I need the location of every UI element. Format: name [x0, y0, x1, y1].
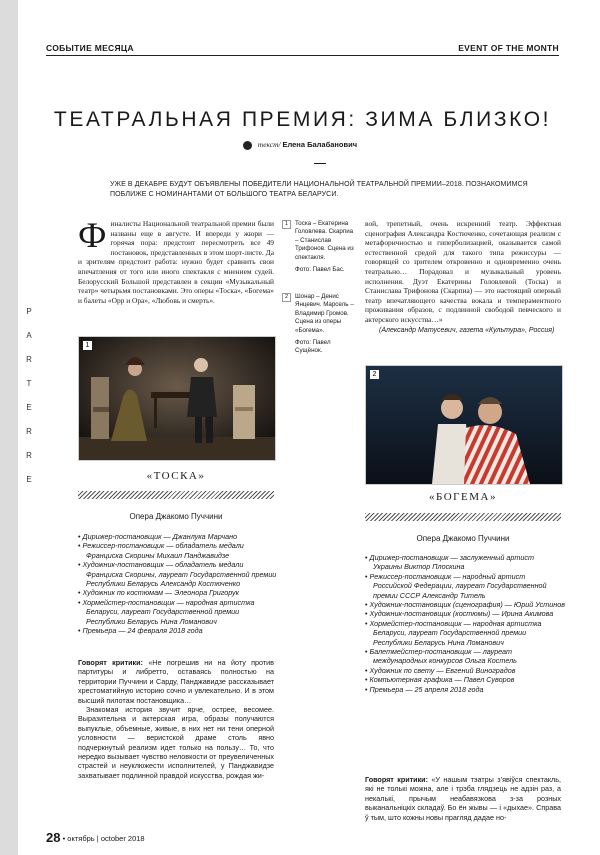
boheme-photo [365, 365, 563, 485]
caption-text: Тоска – Екатерина Головлева. Скарпиа – Станислав Трифонов. Сцена из спектакля. [295, 220, 354, 261]
byline [0, 140, 600, 150]
credit-item: • Премьера — 24 февраля 2018 года [78, 626, 278, 635]
review-text: «У нашым тэатры з’явіўся спектакль, які не толькі можна, але і трэба глядзець не адзін раз, а некалькі, прычым неабавязкова з-за розных выканальніцкіх складаў. Бо ён жывы — і «дыхае». Справа ў тым, што кожны новы прагляд дадае но- [365, 775, 561, 822]
credit-item: • Режиссер-постановщик — обладатель медали Франциска Скорины Михаил Панджавидзе [78, 541, 278, 560]
section-header-en: EVENT OF THE MONTH [458, 43, 559, 53]
footer-bullet: • [62, 834, 66, 843]
credit-item: • Хормейстер-постановщик — народная артистка Беларуси, лауреат Государственной премии Республики Беларусь Нина Ломанович [365, 619, 565, 647]
tosca-composer: Опера Джакомо Пуччини [129, 512, 223, 521]
side-band [0, 0, 18, 855]
boheme-credits [365, 553, 565, 694]
photo-number: 2 [370, 370, 379, 379]
boheme-review [365, 775, 561, 822]
credit-item: • Премьера — 25 апреля 2018 года [365, 685, 565, 694]
quote-paragraph [365, 219, 561, 335]
title-dash [314, 163, 326, 164]
credit-item: • Художник-постановщик — обладатель медали Франциска Скорины, лауреат Государственной премии Республики Беларусь Александр Костюченко [78, 560, 278, 588]
credit-item: • Дирижер-постановщик — заслуженный артист Украины Виктор Плоскина [365, 553, 565, 572]
credit-item: • Компьютерная графика — Павел Суворов [365, 675, 565, 684]
boheme-stage-image [366, 366, 562, 484]
caption-photo-credit: Фото: Павел Сущёнок. [295, 339, 331, 355]
tosca-review [78, 658, 274, 780]
divider [78, 491, 274, 499]
section-vertical-label: P A R T E R R E [26, 307, 32, 484]
pen-icon [243, 141, 252, 150]
caption-number: 1 [282, 220, 291, 229]
review-label: Говорят критики: [365, 775, 428, 784]
divider [365, 513, 561, 521]
intro-paragraph [78, 215, 274, 305]
page-footer [46, 830, 145, 845]
photo-number: 1 [83, 341, 92, 350]
review-label: Говорят критики: [78, 658, 143, 667]
quote-attribution: (Александр Матусевич, газета «Культура», Россия) [379, 326, 555, 334]
credit-item: • Художник-постановщик (костюмы) — Ирина Акимова [365, 609, 565, 618]
credit-item: • Художник-постановщик (сценография) — Юрий Устинов [365, 600, 565, 609]
boheme-title: «БОГЕМА» [429, 491, 497, 503]
tosca-stage-image [79, 337, 275, 460]
header-rule [46, 55, 559, 56]
caption-1 [282, 220, 354, 274]
lead-paragraph: УЖЕ В ДЕКАБРЕ БУДУТ ОБЪЯВЛЕНЫ ПОБЕДИТЕЛИ НАЦИОНАЛЬНОЙ ТЕАТРАЛЬНОЙ ПРЕМИИ–2018. ПОЗНАКОМИМСЯ ПОБЛИЖЕ С НОМИНАНТАМИ ОТ БОЛЬШОГО ТЕАТРА БЕЛАРУСИ. [110, 181, 528, 198]
intro-text: иналисты Национальной театральной премии были названы еще в августе. И впереди у жюри — горячая пора: предстоит пересмотреть все 49 постановок, представленных в этом шорт-листе. Да и зрителям предстоит работа: нужно будет сравнить свои впечатления от того или иного спектакля с мнением судей. Белорусский Большой представлен в секции «Музыкальный театр» четырьмя постановками. Это оперы «Тоска», «Богема» и балеты «Орр и Ора», «Любовь и смерть». [78, 219, 274, 305]
credit-item: • Балетмейстер-постановщик — лауреат международных конкурсов Ольга Костель [365, 647, 565, 666]
tosca-credits [78, 532, 278, 635]
tosca-title: «ТОСКА» [146, 470, 206, 482]
section-header: СОБЫТИЕ МЕСЯЦА [46, 43, 134, 53]
caption-photo-credit: Фото: Павел Бас. [295, 266, 345, 274]
review-text: «Не погрешив ни на йоту против партитуры и либретто, оставаясь полностью на территории Пуччини и Сарду, Панджавидзе рассказывает хрестоматийную историю сочно и увлекательно. И в этом высший пилотаж постановщика… [78, 658, 274, 705]
drop-cap: Ф [78, 215, 107, 255]
caption-2 [282, 293, 354, 356]
caption-text: Шонар – Денис Янцевич. Марсель – Владимир Громов. Сцена из оперы «Богема». [295, 293, 354, 334]
credit-item: • Режиссер-постановщик — народный артист Российской Федерации, лауреат Государственной премии СССР Александр Титель [365, 572, 565, 600]
byline-author: Елена Балабанович [282, 140, 358, 149]
credit-item: • Художник по костюмам — Элеонора Григорук [78, 588, 278, 597]
review-continued: Знакомая история звучит ярче, острее, весомее. Выразительна и актерская игра, образы получаются выпуклые, объемные, живые, в них нет ни тени оперной условности — веристской драме столь явно подчеркнутый реализм идет только на пользу… То, что нередко вызывает чувство неловкости от преувеличенных страстей и неуклюжести исполнителей, у Панджавидзе захватывает подлинной правдой искусства, рождая жи- [78, 705, 274, 780]
byline-prefix: текст/ [257, 140, 281, 149]
credit-item: • Хормейстер-постановщик — народная артистка Беларуси, лауреат Государственной премии Республики Беларусь Нина Ломанович [78, 598, 278, 626]
credit-item: • Дирижер-постановщик — Джанлука Марчано [78, 532, 278, 541]
issue-date: октябрь | october 2018 [67, 834, 145, 843]
page-title: ТЕАТРАЛЬНАЯ ПРЕМИЯ: ЗИМА БЛИЗКО! [53, 108, 552, 132]
tosca-photo [78, 336, 276, 461]
caption-number: 2 [282, 293, 291, 302]
credit-item: • Художник по свету — Евгений Виноградов [365, 666, 565, 675]
boheme-composer: Опера Джакомо Пуччини [416, 534, 510, 543]
quote-text: вой, трепетный, очень искренний театр. Эффектная сценография Александра Костюченко, сочетающая реализм с метафоричностью и гиперболизацией, оказывается самой естественной средой для такого типа режиссуры — говорящей со зрителем откровенно и одновременно очень театрально… Порадовал и музыкальный уровень исполнения. Дуэт Екатерины Головлевой (Тоска) и Станислава Трифонова (Скарпиа) — это настоящий оперный театр впечатляющего качества вокала и темпераментного проживания образов, с подлинной свободой певческого и актерского искусства…» [365, 219, 561, 324]
page-number: 28 [46, 830, 61, 845]
